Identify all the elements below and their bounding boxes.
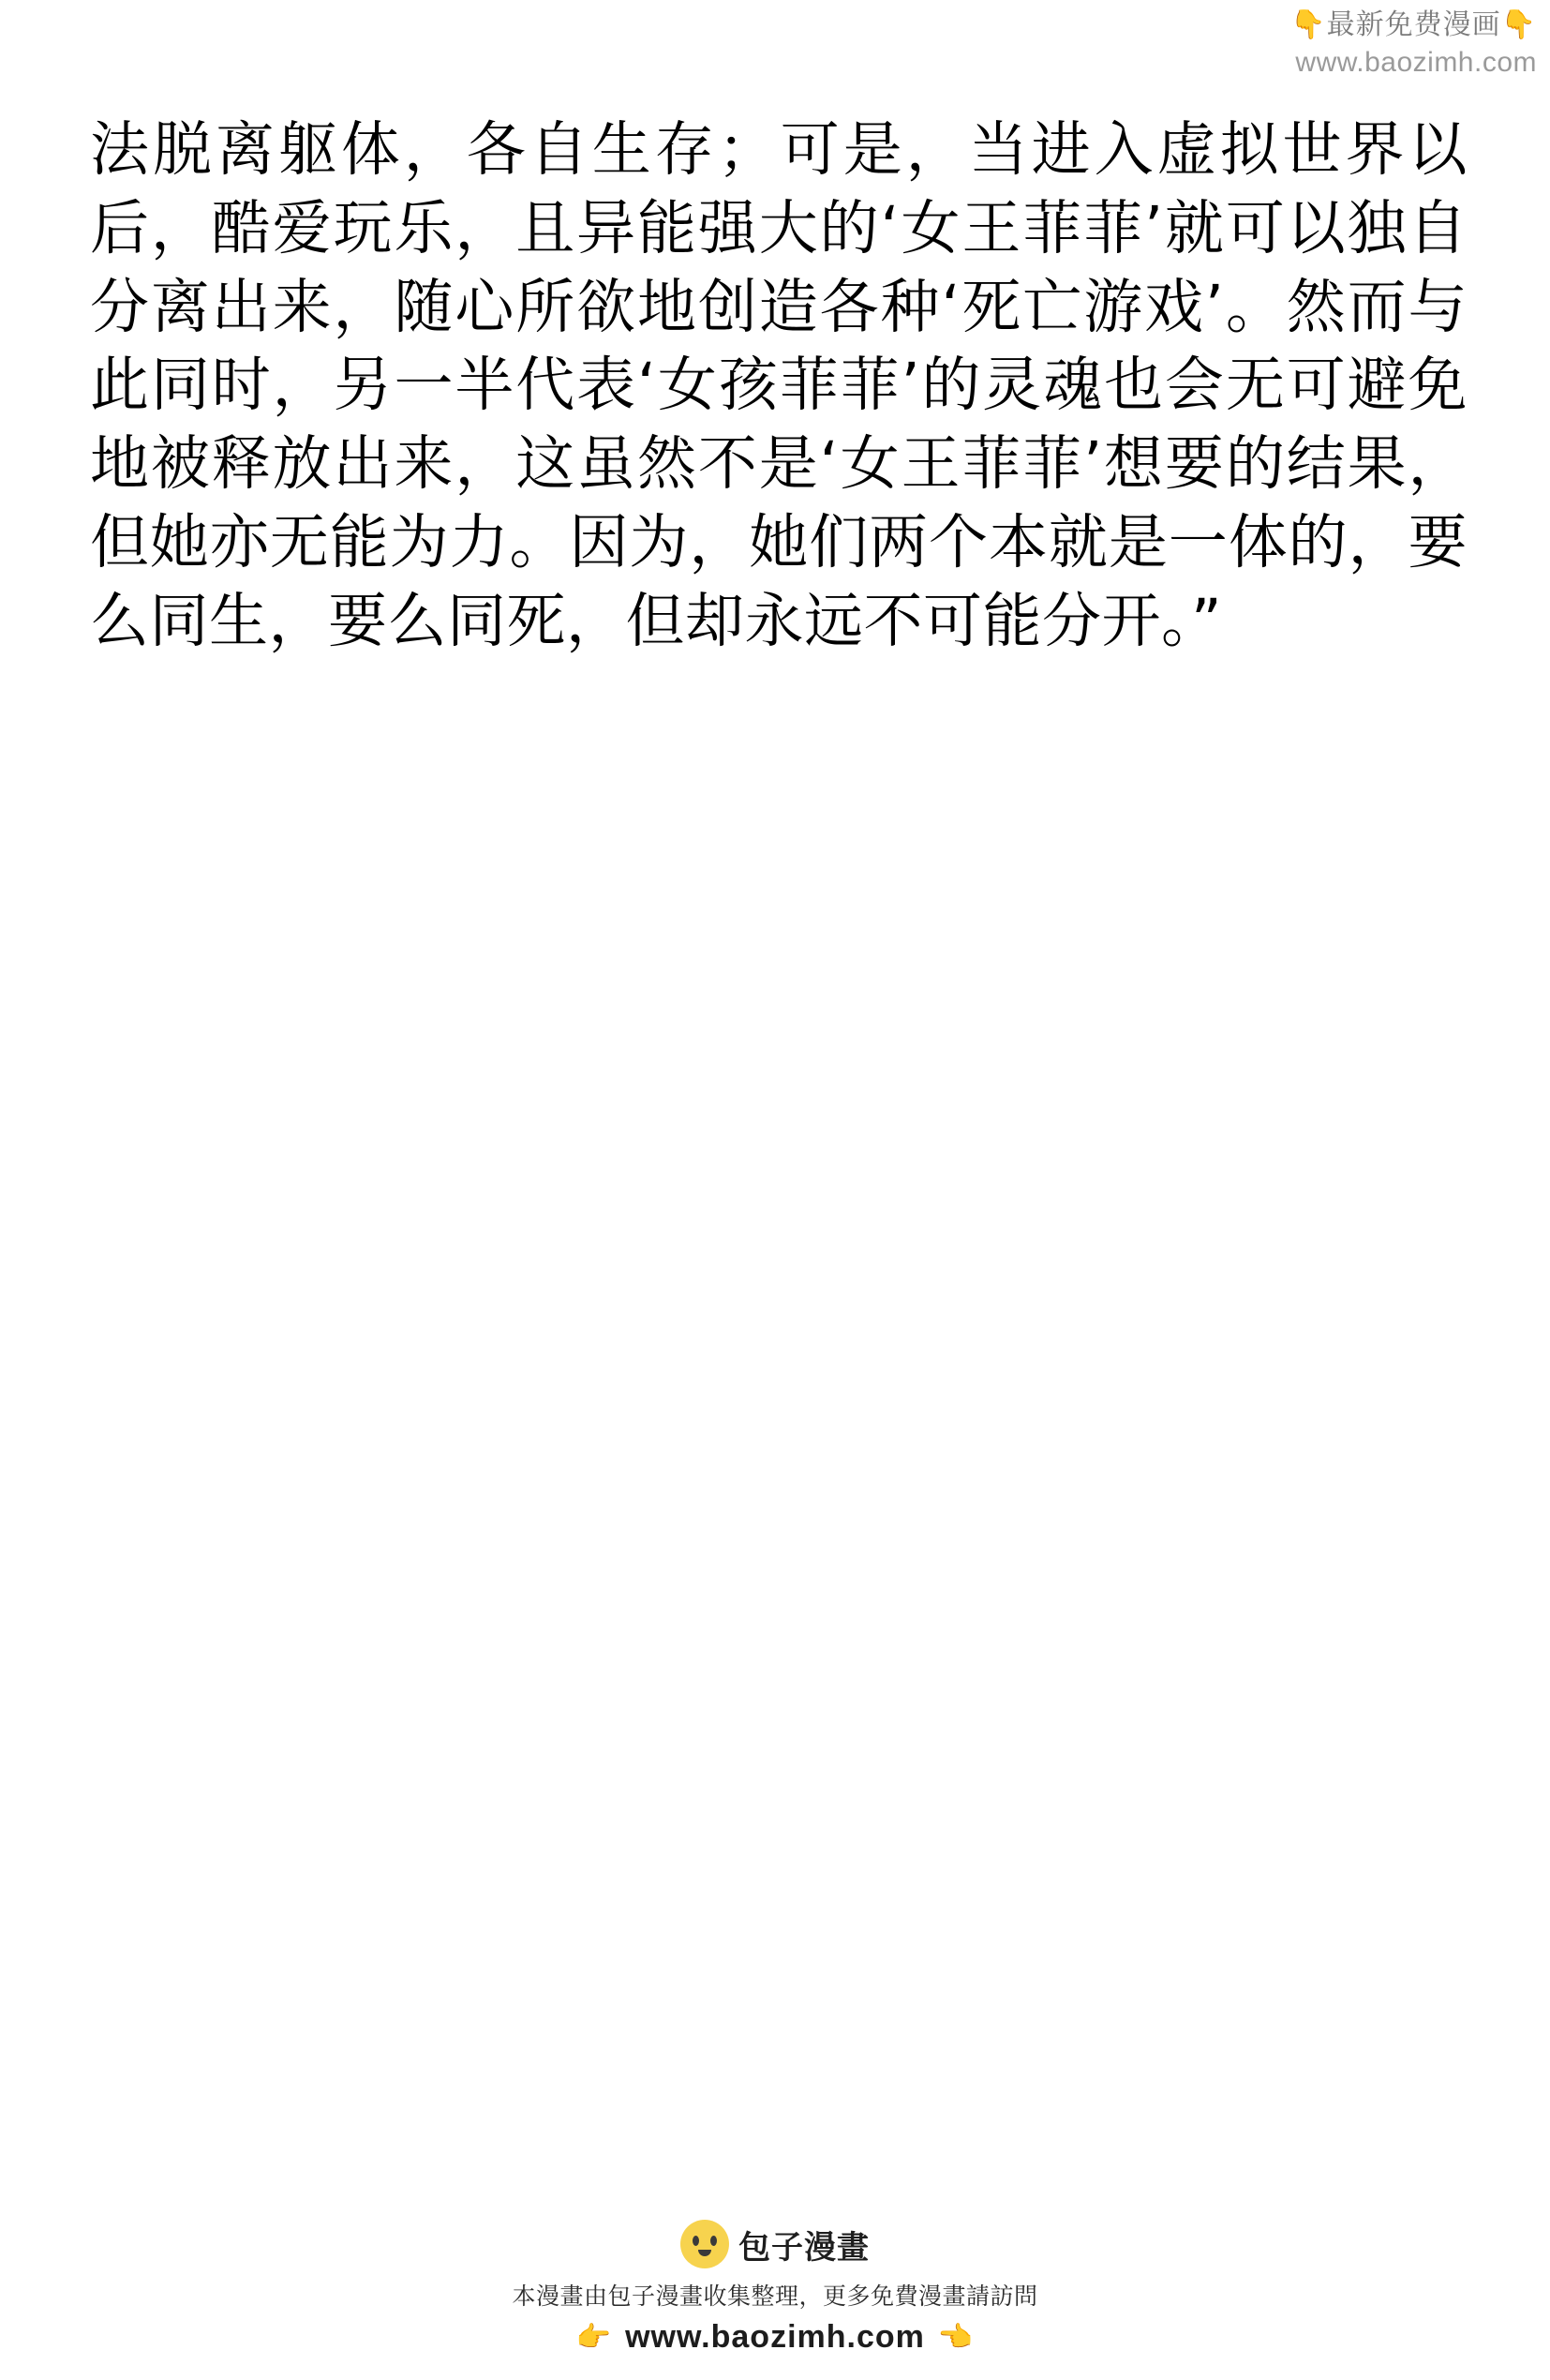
watermark-slogan-row (1290, 7, 1537, 43)
baozi-bun-logo-icon (680, 2220, 729, 2268)
pointing-hand-down-icon-left: 👇 (1290, 9, 1327, 40)
footer-brand (0, 2220, 1550, 2268)
pointing-hand-right-icon-left: 👉 (575, 2322, 613, 2353)
footer (0, 2220, 1550, 2356)
watermark-slogan: 最新免费漫画 (1326, 9, 1501, 40)
pointing-hand-down-icon-right: 👇 (1500, 9, 1537, 40)
footer-url: www.baozimh.com (625, 2319, 925, 2355)
top-watermark (1290, 7, 1537, 80)
pointing-hand-right-icon-right: 👈 (937, 2322, 975, 2353)
watermark-site: www.baozimh.com (1295, 46, 1537, 78)
footer-note: 本漫畫由包子漫畫收集整理，更多免費漫畫請訪問 (512, 2283, 1038, 2310)
footer-url-row (0, 2319, 1550, 2356)
page-body-text: 法脱离躯体，各自生存；可是，当进入虚拟世界以后，酷爱玩乐，且异能强大的‘女王菲菲’就可以独自分离出来，随心所欲地创造各种‘死亡游戏’。然而与此同时，另一半代表‘女孩菲菲’的灵魂也会无可避免地被释放出来，这虽然不是‘女王菲菲’想要的结果，但她亦无能为力。因为，她们两个本就是一体的，要么同生，要么同死，但却永远不可能分开。” (90, 115, 1468, 655)
footer-brand-name: 包子漫畫 (738, 2229, 870, 2266)
